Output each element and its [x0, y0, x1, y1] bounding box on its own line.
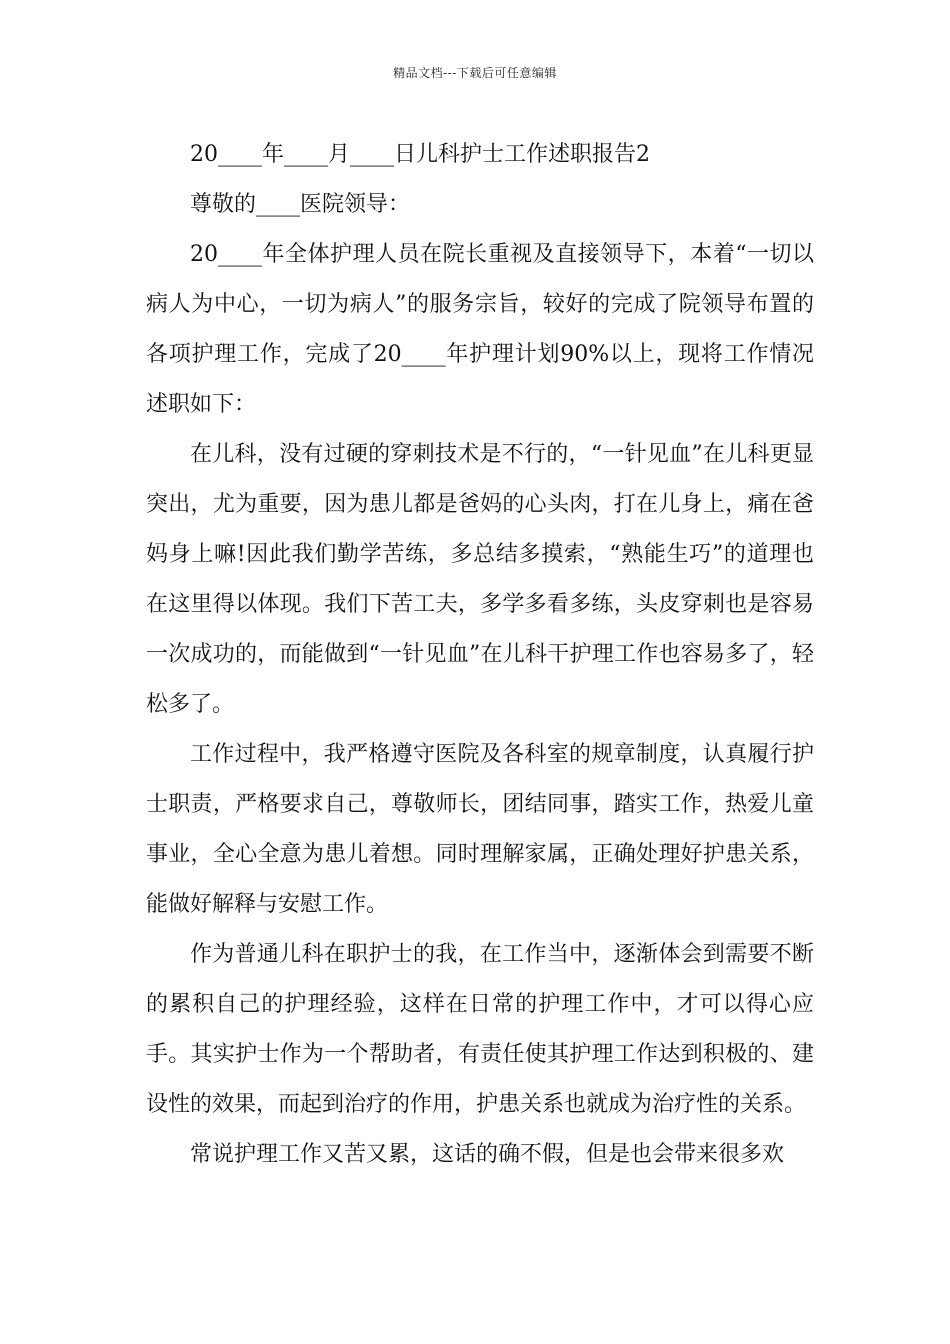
paragraph-3: 工作过程中，我严格遵守医院及各科室的规章制度，认真履行护士职责，严格要求自己，尊敬师长，团结同事，踏实工作，热爱儿童事业，全心全意为患儿着想。同时理解家属，正确处理好护患关系，能做好解释与安慰工作。 — [146, 742, 814, 917]
document-title: 20____年____月____日儿科护士工作述职报告2 — [190, 142, 650, 167]
paragraph-1: 20____年全体护理人员在院长重视及直接领导下，本着“一切以病人为中心，一切为病人”的服务宗旨，较好的完成了院领导布置的各项护理工作，完成了20____年护理计划90%以上，现将工作情况述职如下： — [146, 242, 814, 417]
paragraph-2: 在儿科，没有过硬的穿刺技术是不行的，“一针见血”在儿科更显突出，尤为重要，因为患儿都是爸妈的心头肉，打在儿身上，痛在爸妈身上嘛!因此我们勤学苦练，多总结多摸索，“熟能生巧”的道理也在这里得以体现。我们下苦工夫，多学多看多练，头皮穿刺也是容易一次成功的，而能做到“一针见血”在儿科干护理工作也容易多了，轻松多了。 — [146, 442, 814, 717]
page-header: 精品文档---下载后可任意编辑 — [393, 66, 557, 80]
paragraph-5: 常说护理工作又苦又累，这话的确不假，但是也会带来很多欢 — [190, 1142, 785, 1167]
salutation: 尊敬的____医院领导： — [190, 192, 411, 217]
paragraph-4: 作为普通儿科在职护士的我，在工作当中，逐渐体会到需要不断的累积自己的护理经验，这样在日常的护理工作中，才可以得心应手。其实护士作为一个帮助者，有责任使其护理工作达到积极的、建设性的效果，而起到治疗的作用，护患关系也就成为治疗性的关系。 — [146, 942, 814, 1117]
document-body — [146, 130, 814, 1180]
